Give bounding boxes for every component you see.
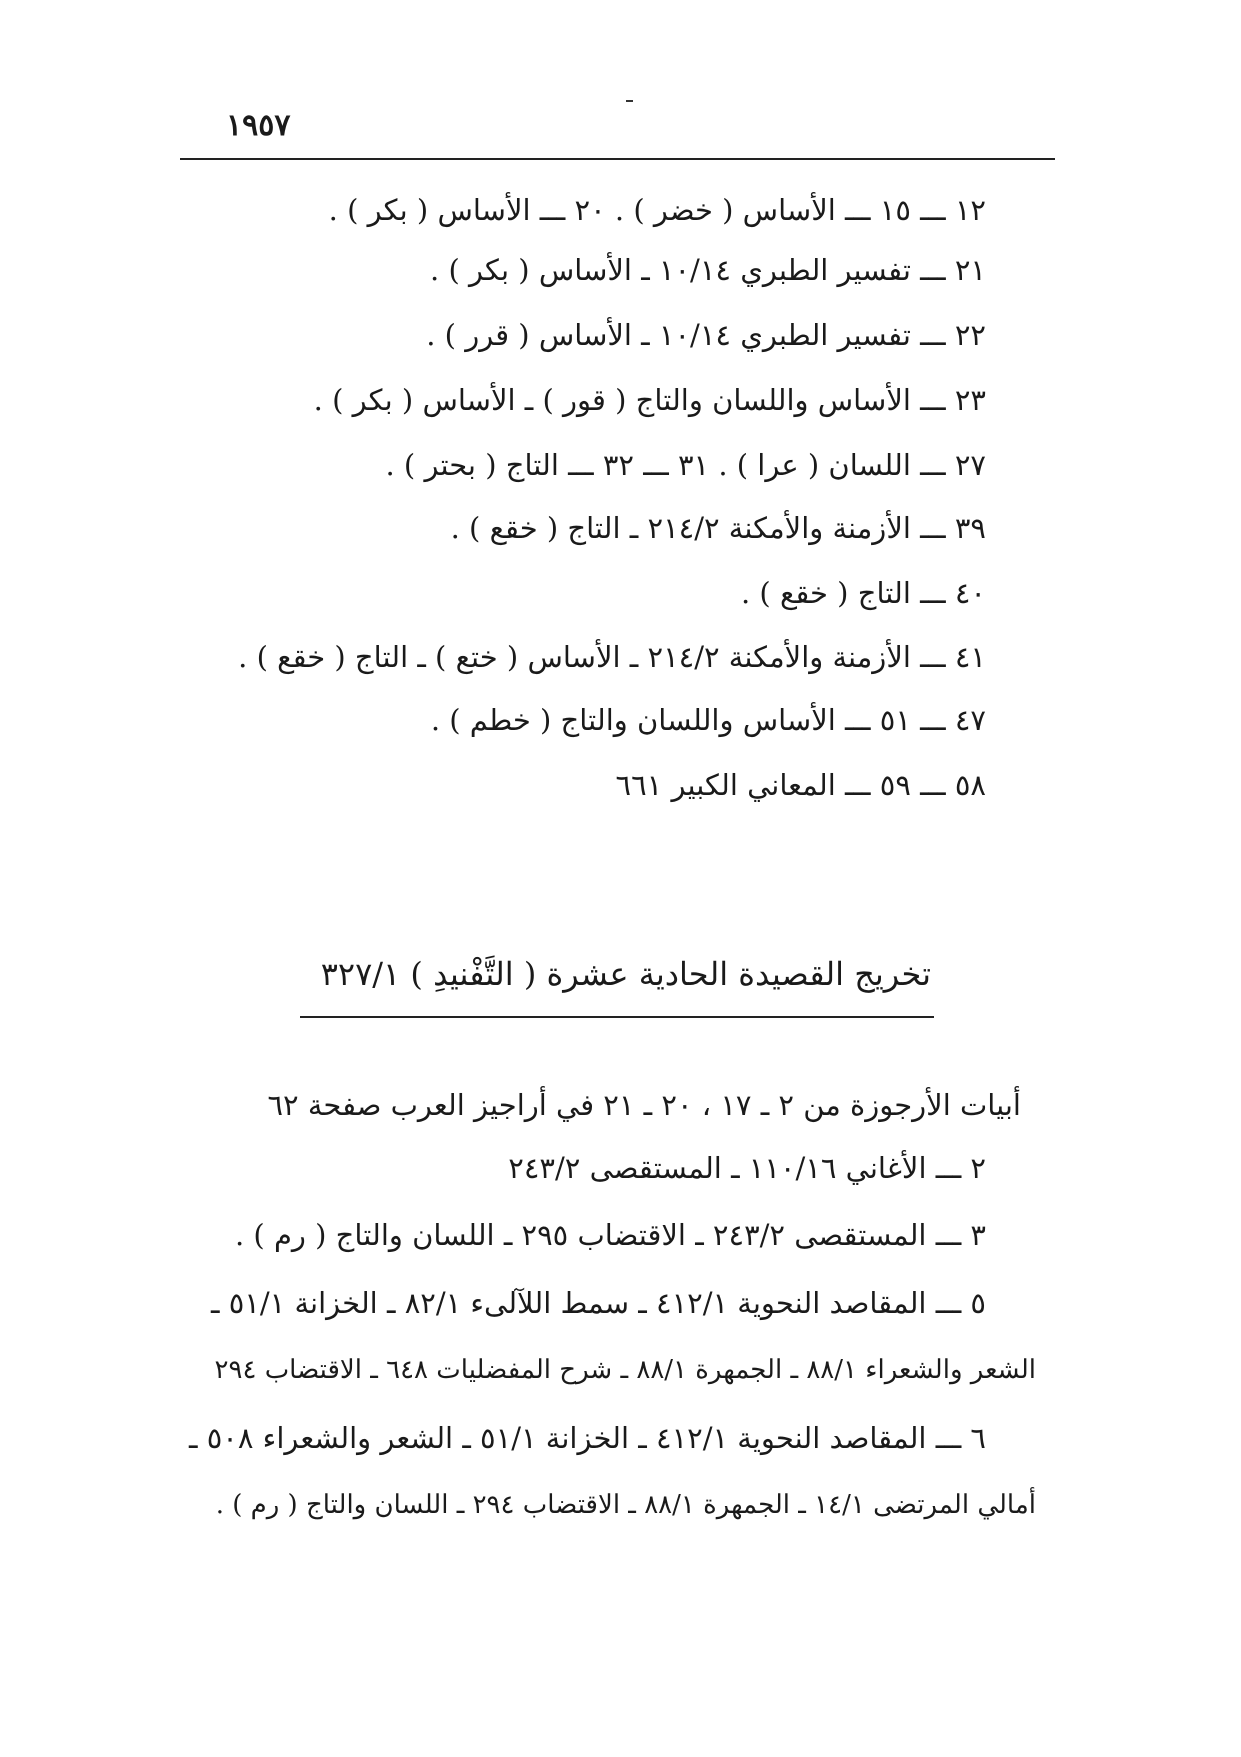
entry-line: ٢٧ ـــ اللسان ( عرا ) . ٣١ ـــ ٣٢ ـــ التاج ( بحتر ) . (385, 448, 986, 482)
entry-line: الشعر والشعراء ٨٨/١ ـ الجمهرة ٨٨/١ ـ شرح المفضليات ٦٤٨ ـ الاقتضاب ٢٩٤ (214, 1355, 1036, 1385)
entry-line: أمالي المرتضى ١٤/١ ـ الجمهرة ٨٨/١ ـ الاقتضاب ٢٩٤ ـ اللسان والتاج ( رم ) . (215, 1490, 1036, 1520)
header-rule (180, 158, 1055, 160)
entry-line: ٢٢ ـــ تفسير الطبري ١٠/١٤ ـ الأساس ( قرر ) . (426, 318, 986, 352)
section-title: تخريج القصيدة الحادية عشرة ( التَّفْنيدِ ) ٣٢٧/١ (320, 955, 931, 993)
entry-line: ٥ ـــ المقاصد النحوية ٤١٢/١ ـ سمط اللآلىء ٨٢/١ ـ الخزانة ٥١/١ ـ (211, 1286, 986, 1320)
entry-line: ٢١ ـــ تفسير الطبري ١٠/١٤ ـ الأساس ( بكر ) . (430, 253, 986, 287)
entry-line: أبيات الأرجوزة من ٢ ـ ١٧ ، ٢٠ ـ ٢١ في أراجيز العرب صفحة ٦٢ (267, 1088, 1021, 1122)
entry-line: ٢٣ ـــ الأساس واللسان والتاج ( قور ) ـ الأساس ( بكر ) . (313, 383, 986, 417)
entry-line: ٦ ـــ المقاصد النحوية ٤١٢/١ ـ الخزانة ٥١/١ ـ الشعر والشعراء ٥٠٨ ـ (189, 1421, 986, 1455)
section-underline (300, 1016, 934, 1018)
entry-line: ٥٨ ـــ ٥٩ ـــ المعاني الكبير ٦٦١ (615, 768, 986, 802)
print-speck (626, 100, 633, 102)
section-heading (321, 946, 931, 1002)
page-number: ١٩٥٧ (226, 108, 291, 143)
entry-line: ٣ ـــ المستقصى ٢٤٣/٢ ـ الاقتضاب ٢٩٥ ـ اللسان والتاج ( رم ) . (235, 1218, 986, 1252)
entry-line: ٣٩ ـــ الأزمنة والأمكنة ٢١٤/٢ ـ التاج ( خقع ) . (450, 511, 986, 545)
entry-line: ٤١ ـــ الأزمنة والأمكنة ٢١٤/٢ ـ الأساس ( ختع ) ـ التاج ( خقع ) . (238, 640, 986, 674)
entry-line: ٤٧ ـــ ٥١ ـــ الأساس واللسان والتاج ( خطم ) . (430, 703, 986, 737)
entry-line: ١٢ ـــ ١٥ ـــ الأساس ( خضر ) . ٢٠ ـــ الأساس ( بكر ) . (328, 193, 986, 227)
entry-line: ٤٠ ـــ التاج ( خقع ) . (740, 576, 986, 610)
entry-line: ٢ ـــ الأغاني ١١٠/١٦ ـ المستقصى ٢٤٣/٢ (508, 1151, 986, 1185)
